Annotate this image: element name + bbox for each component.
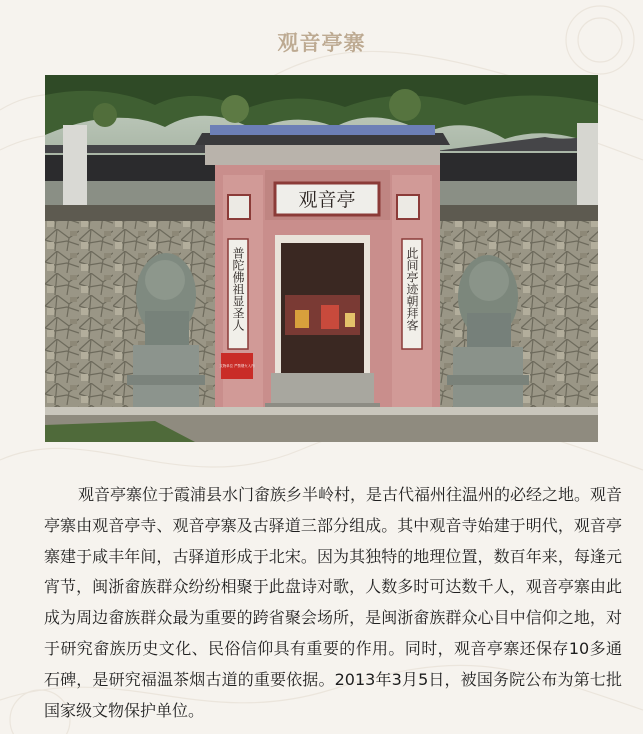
- warning-sign-text: 文物单位 严禁烟火入内: [219, 364, 255, 368]
- page-title: 观音亭寨: [277, 31, 366, 55]
- left-couplet-text: 普陀佛祖显圣人: [231, 247, 245, 331]
- article-paragraph: 观音亭寨位于霞浦县水门畲族乡半岭村，是古代福州往温州的必经之地。观音亭寨由观音亭寺、观音亭寨及古驿道三部分组成。其中观音寺始建于明代，观音亭寨建于咸丰年间，古驿道形成于北宋。因为其独特的地理位置，数百年来，每逢元宵节，闽浙畲族群众纷纷相聚于此盘诗对歌，人数多时可达数千人，观音亭寨由此成为周边畲族群众最为重要的跨省聚会场所，是闽浙畲族群众心目中信仰之地，对于研究畲族历史文化、民俗信仰具有重要的作用。同时，观音亭寨还保存10多通石碑，是研究福温茶烟古道的重要依据。2013年3月5日，被国务院公布为第七批国家级文物保护单位。: [44, 485, 623, 720]
- right-couplet-text: 此间亭迹朝拜客: [405, 247, 419, 331]
- temple-photo: [45, 75, 598, 442]
- gate-plaque-text: 观音亭: [298, 189, 356, 211]
